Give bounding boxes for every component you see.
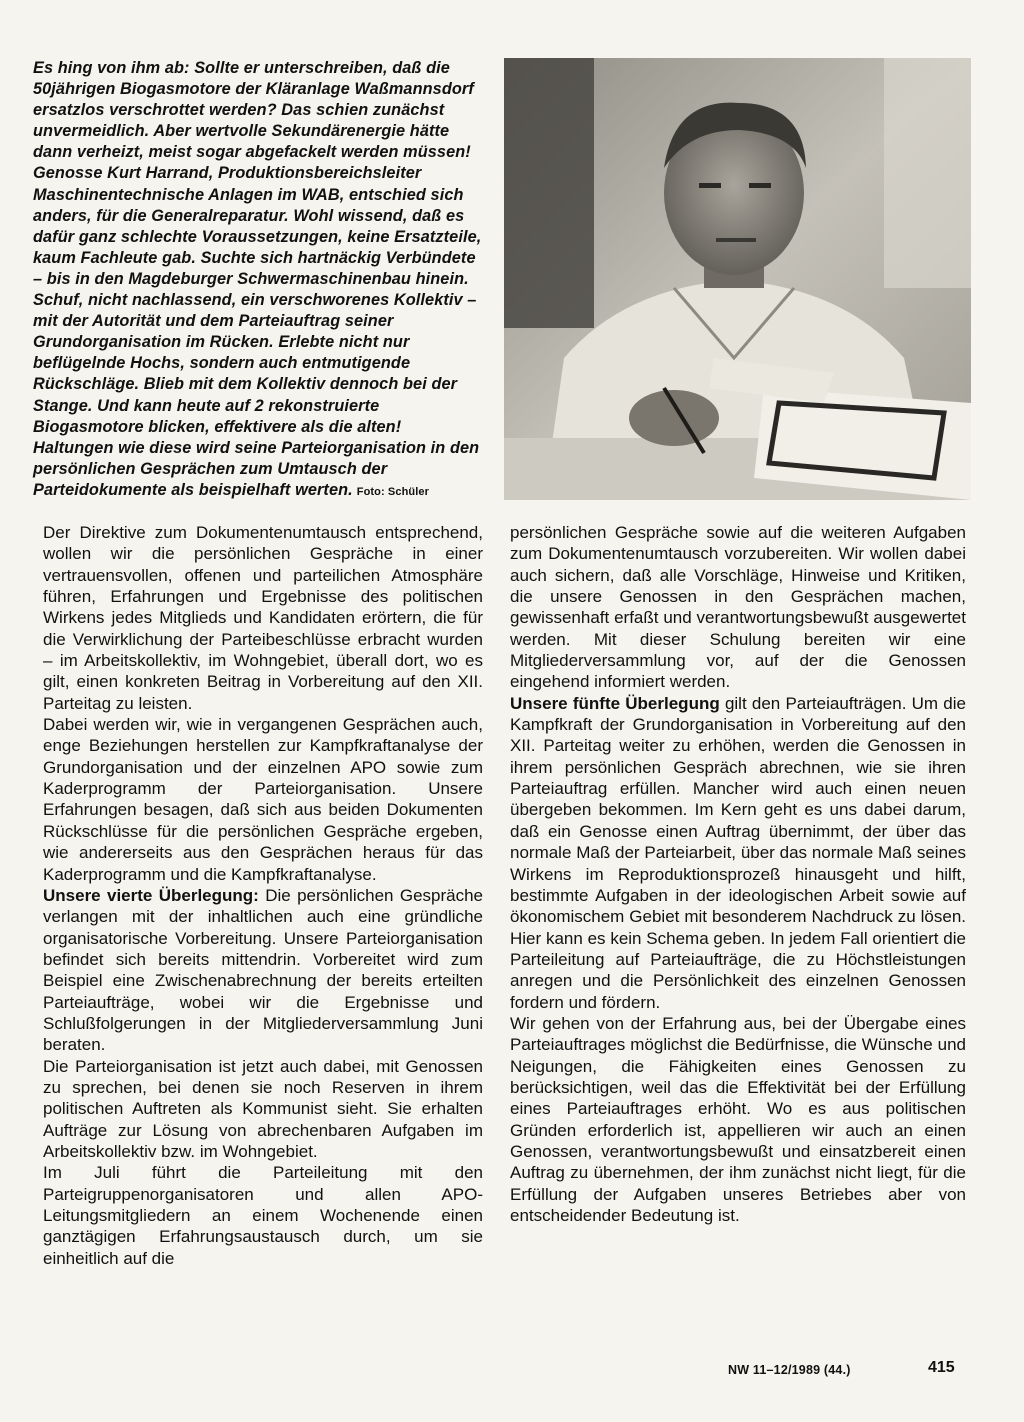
paragraph: persönlichen Gespräche sowie auf die weiteren Aufgaben zum Dokumentenumtausch vorzubereiten. Wir wollen dabei auch sichern, daß alle Vorschläge, Hinweise und Kritiken, die unsere Genossen in den Gesprächen machen, gewissenhaft erfaßt und verantwortungsbewußt ausgewertet werden. Mit dieser Schulung bereiten wir eine Mitgliederversammlung vor, auf der die Genossen eingehend informiert werden. (510, 523, 966, 692)
paragraph (510, 693, 966, 1013)
paragraph: Dabei werden wir, wie in vergangenen Gesprächen auch, enge Beziehungen herstellen zur Kampfkraftanalyse der Grundorganisation und der einzelnen APO sowie zum Kaderprogramm der Parteiorganisation. Unsere Erfahrungen besagen, daß sich aus beiden Dokumenten Rückschlüsse für die persönlichen Gespräche ergeben, wie andererseits aus den Gesprächen heraus für das Kaderprogramm und die Kampfkraftanalyse. (43, 715, 483, 884)
photo-credit: Foto: Schüler (356, 485, 429, 498)
paragraph: Im Juli führt die Parteileitung mit den Parteigruppenorganisatoren und allen APO-Leitungsmitgliedern an einem Wochenende einen ganztägigen Erfahrungsaustausch durch, um sie einheitlich auf die (43, 1163, 483, 1268)
paragraph-lead: Unsere vierte Überlegung: (43, 885, 259, 905)
body-column-left (43, 522, 483, 1269)
portrait-photo-illustration (504, 58, 971, 500)
page-number: 415 (928, 1359, 955, 1376)
paragraph (43, 885, 483, 1056)
paragraph-text: gilt den Parteiaufträgen. Um die Kampfkraft der Grundorganisation in Vorbereitung auf den XII. Parteitag weiter zu erhöhen, werden die Genossen in ihrem persönlichen Gespräch abrechnen, wie sie ihren Parteiauftrag erfüllen. Mancher wird auch einen neuen übergeben bekommen. Im Kern geht es uns dabei darum, daß ein Genosse einen Auftrag übernimmt, der über das normale Maß der Parteiarbeit, über das normale Maß seines Wirkens im Reproduktionsprozeß hinausgeht und hilft, bestimmte Aufgaben in der ideologischen Arbeit sowie auf ökonomischem Gebiet mit besonderem Nachdruck zu lösen. Hier kann es kein Schema geben. In jedem Fall orientiert die Parteileitung auf Parteiaufträge, die zu Höchstleistungen anregen und die Persönlichkeit des einzelnen Genossen fordern und fördern. (510, 693, 966, 1012)
paragraph-text: Die persönlichen Gespräche verlangen mit der inhaltlichen auch eine gründliche organisatorische Vorbereitung. Unsere Parteiorganisation befindet sich bereits mittendrin. Vorbereitet wird zum Beispiel eine Zwischenabrechnung der bereits erteilten Parteiaufträge, wobei wir die Ergebnisse und Schlußfolgerungen in der Mitgliederversammlung Juni beraten. (43, 885, 483, 1055)
issue-reference: NW 11–12/1989 (44.) (728, 1363, 851, 1377)
caption-text: Es hing von ihm ab: Sollte er unterschreiben, daß die 50jährigen Biogasmotore der Kläranlage Waßmannsdorf ersatzlos verschrottet werden? Das schien zunächst unvermeidlich. Aber wertvolle Sekundärenergie hätte dann verheizt, meist sogar abgefackelt werden müssen! Genosse Kurt Harrand, Produktionsbereichsleiter Maschinentechnische Anlagen im WAB, entschied sich anders, für die Generalreparatur. Wohl wissend, daß es dafür ganz schlechte Voraussetzungen, keine Ersatzteile, kaum Fachleute gab. Suchte sich hartnäckig Verbündete – bis in den Magdeburger Schwermaschinenbau hinein. Schuf, nicht nachlassend, ein verschworenes Kollektiv – mit der Autorität und dem Parteiauftrag seiner Grundorganisation im Rücken. Erlebte nicht nur beflügelnde Hochs, sondern auch entmutigende Rückschläge. Blieb mit dem Kollektiv dennoch bei der Stange. Und kann heute auf 2 rekonstruierte Biogasmotore blicken, effektivere als die alten! Haltungen wie diese wird seine Parteiorganisation in den persönlichen Gesprächen zum Umtausch der Parteidokumente als beispielhaft werten. (33, 59, 482, 499)
paragraph: Die Parteiorganisation ist jetzt auch dabei, mit Genossen zu sprechen, bei denen sie noch Reserven in ihrem politischen Auftreten als Kommunist sieht. Sie erhalten Aufträge zur Lösung von abrechenbaren Aufgaben im Arbeitskollektiv bzw. im Wohngebiet. (43, 1056, 483, 1161)
photo-caption (33, 58, 483, 503)
portrait-photo (504, 58, 971, 500)
paragraph-lead: Unsere fünfte Überlegung (510, 693, 720, 713)
paragraph: Der Direktive zum Dokumentenumtausch entsprechend, wollen wir die persönlichen Gespräche in einer vertrauensvollen, offenen und parteilichen Atmosphäre führen, Erfahrungen und Ergebnisse des politischen Wirkens jedes Mitglieds und Kandidaten erörtern, die für die Verwirklichung der Parteibeschlüsse erbracht wurden – im Arbeitskollektiv, im Wohngebiet, überall dort, wo es gilt, einen konkreten Beitrag in Vorbereitung auf den XII. Parteitag zu leisten. (43, 523, 483, 713)
body-column-right (510, 522, 966, 1226)
paragraph: Wir gehen von der Erfahrung aus, bei der Übergabe eines Parteiauftrages möglichst die Bedürfnisse, die Wünsche und Neigungen, die Fähigkeiten eines Genossen zu berücksichtigen, weil das die Effektivität bei der Erfüllung eines Parteiauftrages erhöht. Wo es aus politischen Gründen erforderlich ist, appellieren wir auch an einen Genossen, verantwortungsbewußt und einsatzbereit einen Auftrag zu übernehmen, der ihm zunächst nicht liegt, für die Erfüllung der Aufgaben unseres Betriebes aber von entscheidender Bedeutung ist. (510, 1013, 966, 1225)
